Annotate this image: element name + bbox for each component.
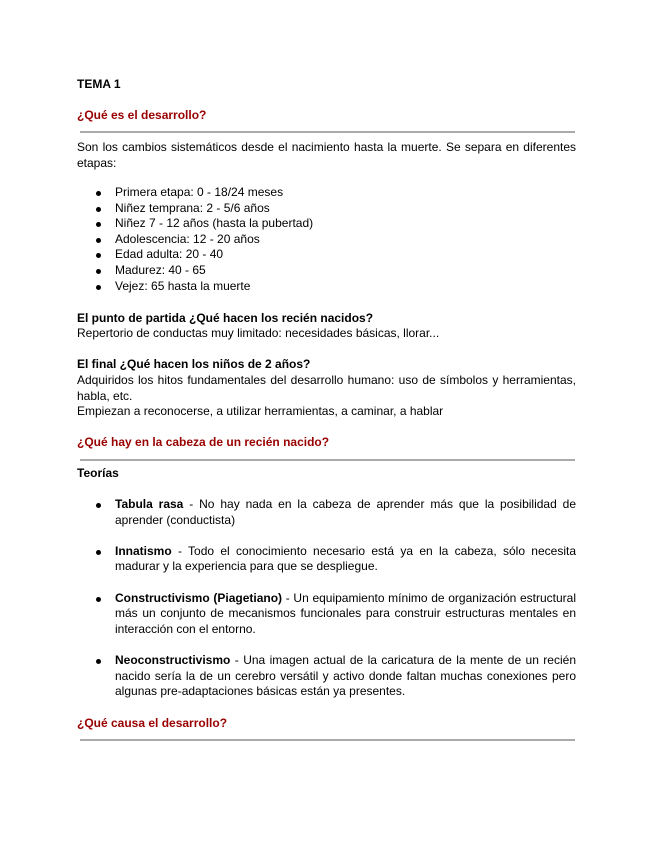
intro-paragraph: Son los cambios sistemáticos desde el nacimiento hasta la muerte. Se separa en diferentes etapas: [77,140,576,170]
end-heading: El final ¿Qué hacen los niños de 2 años? [77,357,311,371]
bullet-icon [96,597,101,602]
bullet-icon [96,550,101,555]
stage-text: Primera etapa: 0 - 18/24 meses [115,185,284,199]
list-item [77,263,576,279]
list-item [77,653,576,700]
bullet-icon [96,269,101,274]
start-heading: El punto de partida ¿Qué hacen los recién nacidos? [77,311,374,325]
theory-text: - Un equipamiento mínimo de organización estructural más un conjunto de mecanismos funcionales para construir estructuras mentales en interacción con el entorno. [115,590,577,636]
theory-text: - No hay nada en la cabeza de aprender más que la posibilidad de aprender (conductista) [115,497,576,527]
bullet-icon [96,503,101,508]
theory-name: Innatismo [115,543,172,558]
bullet-icon [96,207,101,212]
theory-name: Neoconstructivismo [115,652,231,667]
section-divider [80,131,575,133]
stage-text: Niñez 7 - 12 años (hasta la pubertad) [115,216,314,231]
bullet-icon [96,222,101,227]
theory-text: - Una imagen actual de la caricatura de la mente de un recién nacido sería la de un cerebro versátil y activo donde faltan muchas conexiones pero algunas pre-adaptaciones básicas están ya presentes. [115,652,576,699]
stage-text: Niñez temprana: 2 - 5/6 años [115,200,270,215]
stage-text: Edad adulta: 20 - 40 [115,247,224,262]
list-item [77,247,576,263]
theory-text: - Todo el conocimiento necesario está ya en la cabeza, sólo necesita madurar y la experiencia para que se despliegue. [115,543,576,574]
list-item [77,185,576,201]
section-divider [80,739,575,741]
section-heading-desarrollo: ¿Qué es el desarrollo? [77,108,207,122]
bullet-icon [96,659,101,664]
section-divider [80,459,575,461]
end-text-2: Empiezan a reconocerse, a utilizar herramientas, a caminar, a hablar [77,404,444,418]
theories-subheading: Teorías [77,466,119,480]
theory-name: Tabula rasa [115,497,184,511]
stage-text: Vejez: 65 hasta la muerte [115,278,251,293]
list-item [77,591,576,638]
list-item [77,216,576,232]
theories-list [77,497,576,715]
bullet-icon [96,285,101,290]
section-heading-cabeza: ¿Qué hay en la cabeza de un recién nacido? [77,435,330,449]
section-heading-causa: ¿Qué causa el desarrollo? [77,716,228,730]
bullet-icon [96,238,101,243]
bullet-icon [96,191,101,196]
stages-list [77,185,576,294]
start-text: Repertorio de conductas muy limitado: necesidades básicas, llorar... [77,326,440,340]
list-item [77,544,576,575]
bullet-icon [96,253,101,258]
list-item [77,201,576,217]
document-title: TEMA 1 [77,77,121,91]
list-item [77,497,576,528]
list-item [77,279,576,295]
theory-name: Constructivismo (Piagetiano) [115,590,283,605]
stage-text: Adolescencia: 12 - 20 años [115,231,260,246]
end-text-1: Adquiridos los hitos fundamentales del desarrollo humano: uso de símbolos y herramientas, habla, etc. [77,373,576,403]
stage-text: Madurez: 40 - 65 [115,262,206,277]
list-item [77,232,576,248]
